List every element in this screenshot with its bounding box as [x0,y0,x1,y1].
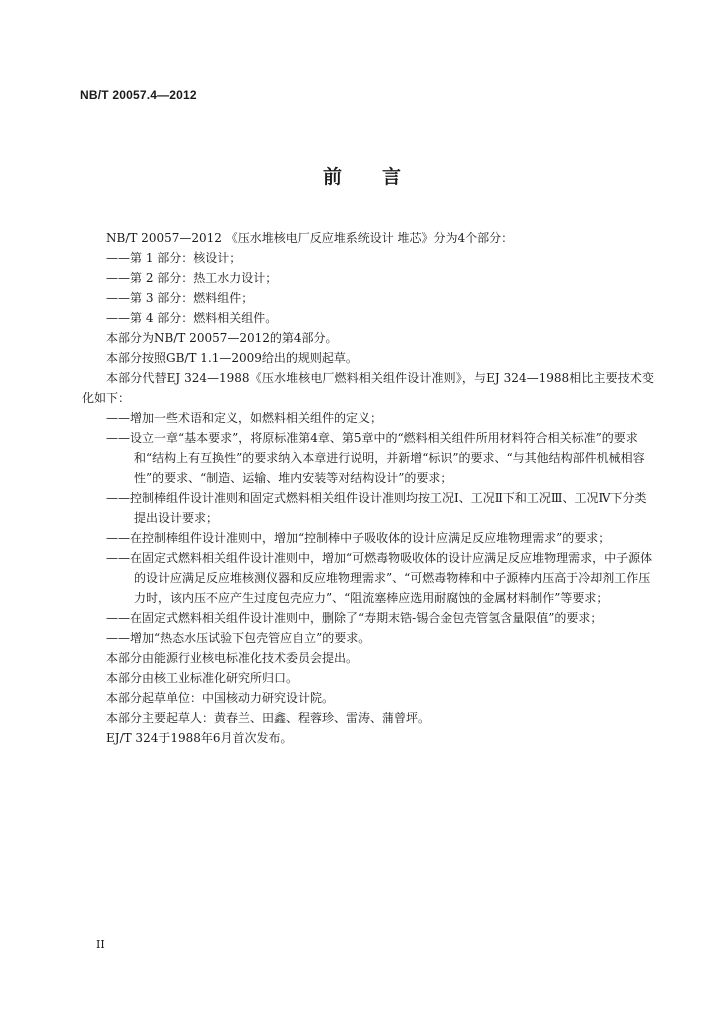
list-item: ——在固定式燃料相关组件设计准则中，增加“可燃毒物吸收体的设计应满足反应堆物理需求，中子源体的设计应满足反应堆核测仪器和反应堆物理需求”、“可燃毒物棒和中子源棒内压高于冷却剂工作压力时，该内压不应产生过度包壳应力”、“阻流塞棒应选用耐腐蚀的金属材料制作”等要求； [106,551,653,605]
page-title: 前言 [322,166,441,188]
list-item: ——增加一些术语和定义，如燃料相关组件的定义； [106,411,383,425]
list-item: ——在固定式燃料相关组件设计准则中，删除了“寿期末锆-锡合金包壳管氢含量限值”的要求； [106,611,603,625]
replacement-statement: 本部分代替EJ 324—1988《压水堆核电厂燃料相关组件设计准则》，与EJ 324—1988相比主要技术变化如下： [82,371,654,405]
document-code: NB/T 20057.4—2012 [80,88,197,102]
list-item: ——第 1 部分：核设计； [106,251,242,265]
list-item: ——第 2 部分：热工水力设计； [106,271,278,285]
list-item: ——在控制棒组件设计准则中，增加“控制棒中子吸收体的设计应满足反应堆物理需求”的要求； [106,531,611,545]
page-number: II [96,938,105,951]
document-body [82,228,654,748]
list-item: ——增加“热态水压试验下包壳管应自立”的要求。 [106,631,371,645]
proposer-statement: 本部分由能源行业核电标准化技术委员会提出。 [106,651,359,665]
intro-paragraph: NB/T 20057—2012 《压水堆核电厂反应堆系统设计 堆芯》分为4个部分： [106,231,514,245]
list-item: ——控制棒组件设计准则和固定式燃料相关组件设计准则均按工况Ⅰ、工况Ⅱ下和工况Ⅲ、工况Ⅳ下分类提出设计要求； [106,491,647,525]
drafters: 本部分主要起草人：黄春兰、田鑫、程蓉珍、雷涛、蒲曾坪。 [106,711,431,725]
drafting-unit: 本部分起草单位：中国核动力研究设计院。 [106,691,335,705]
drafting-rules: 本部分按照GB/T 1.1—2009给出的规则起草。 [106,351,358,365]
list-item: ——设立一章“基本要求”，将原标准第4章、第5章中的“燃料相关组件所用材料符合相关标准”的要求和“结构上有互换性”的要求纳入本章进行说明，并新增“标识”的要求、“与其他结构部件机械相容性”的要求、“制造、运输、堆内安装等对结构设计”的要求； [106,431,645,485]
first-published: EJ/T 324于1988年6月首次发布。 [106,731,293,745]
centralized-statement: 本部分由核工业标准化研究所归口。 [106,671,299,685]
list-item: ——第 3 部分：燃料组件； [106,291,254,305]
list-item: ——第 4 部分：燃料相关组件。 [106,311,278,325]
part-statement: 本部分为NB/T 20057—2012的第4部分。 [106,331,338,345]
